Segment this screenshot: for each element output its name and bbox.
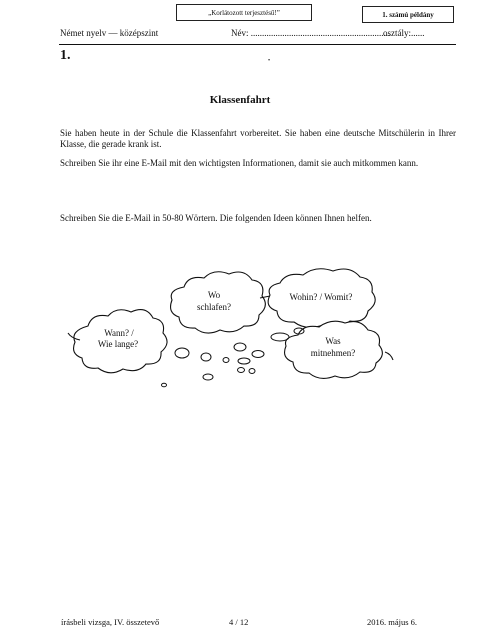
cloud-was-line-2: mitnehmen? bbox=[310, 348, 356, 358]
thought-bubble bbox=[201, 353, 211, 361]
task-paragraph-word-count: Schreiben Sie die E-Mail in 50-80 Wörtern. Die folgenden Ideen können Ihnen helfen. bbox=[60, 213, 372, 223]
cloud-was-line-1: Was bbox=[325, 336, 341, 346]
footer-page-number: 4 / 12 bbox=[229, 617, 249, 627]
cloud-wo-line-1: Wo bbox=[207, 290, 221, 300]
thought-bubble bbox=[162, 383, 167, 387]
cloud-wann-line-1: Wann? / bbox=[104, 328, 134, 338]
thought-bubble bbox=[238, 358, 250, 364]
cloud-wohin-line-1: Wohin? / Womit? bbox=[289, 292, 353, 302]
cloud-wann-line-2: Wie lange? bbox=[97, 339, 139, 349]
task-paragraph-situation: Sie haben heute in der Schule die Klassenfahrt vorbereitet. Sie haben eine deutsche Mitschülerin in Ihrer Klasse, die gerade krank ist. bbox=[60, 128, 456, 149]
thought-bubble bbox=[249, 369, 255, 374]
thought-bubble bbox=[223, 358, 229, 363]
cloud-was-tail bbox=[385, 352, 393, 360]
thought-bubble bbox=[252, 351, 264, 358]
restricted-distribution-box: „Korlátozott terjesztésű!” bbox=[176, 4, 312, 21]
thought-bubble bbox=[234, 343, 246, 351]
task-paragraph-instruction: Schreiben Sie ihr eine E-Mail mit den wichtigsten Informationen, damit sie auch mitkommen kann. bbox=[60, 158, 419, 168]
thought-bubble bbox=[203, 374, 213, 380]
thought-bubble bbox=[271, 333, 289, 341]
thought-bubble bbox=[175, 348, 189, 358]
task-number: 1. bbox=[60, 48, 71, 63]
footer-exam-part: írásbeli vizsga, IV. összetevő bbox=[61, 617, 160, 627]
name-field: Név: .............................................................. bbox=[231, 28, 391, 38]
stray-dot: • bbox=[268, 58, 271, 64]
task-title: Klassenfahrt bbox=[209, 94, 271, 106]
cloud-wo-line-2: schlafen? bbox=[197, 302, 231, 312]
thought-bubble bbox=[238, 368, 245, 373]
class-field: osztály:...... bbox=[383, 28, 425, 38]
footer-date: 2016. május 6. bbox=[367, 617, 418, 627]
subject-label: Német nyelv — középszint bbox=[60, 28, 159, 38]
copy-number-box: 1. számú példány bbox=[362, 6, 454, 23]
